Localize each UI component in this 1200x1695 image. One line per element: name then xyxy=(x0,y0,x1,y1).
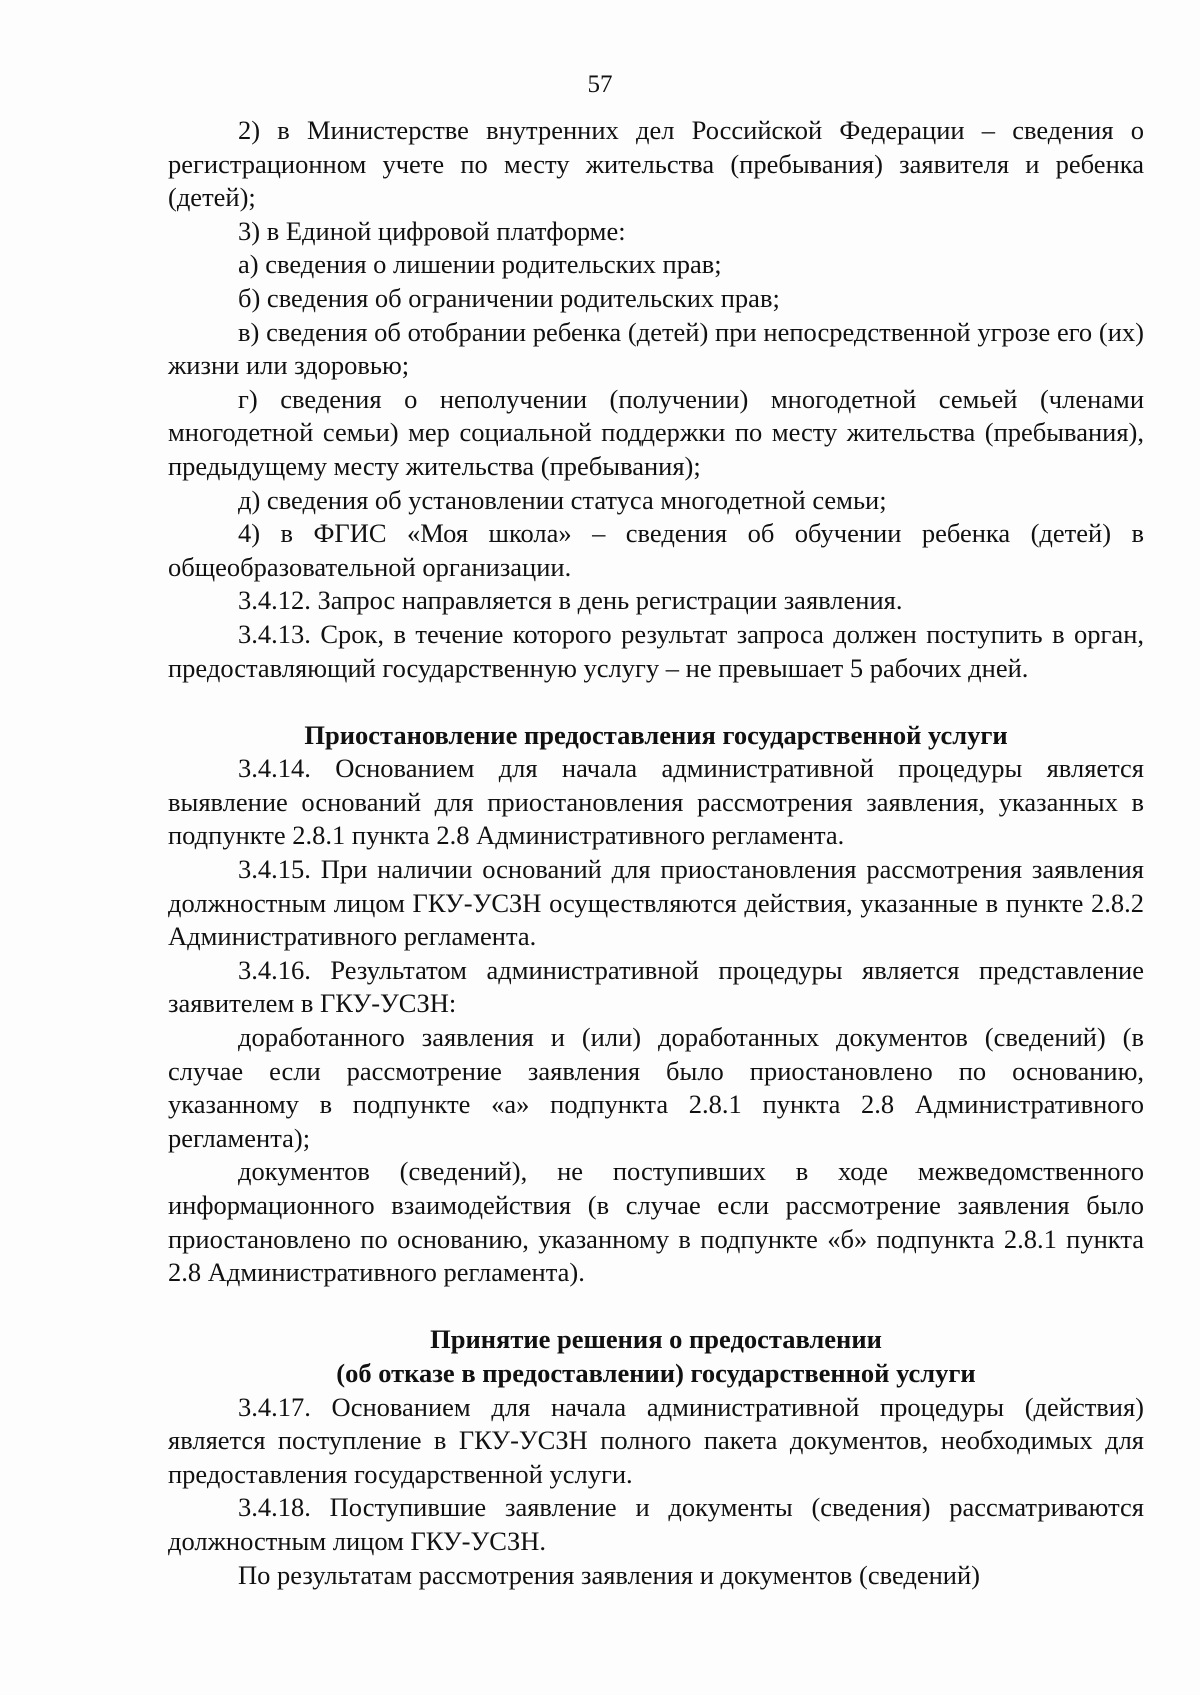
paragraph: г) сведения о неполучении (получении) многодетной семьей (членами многодетной семьи) мер социальной поддержки по месту жительства (пребывания), предыдущему месту жительства (пребывания); xyxy=(168,383,1144,481)
paragraph: документов (сведений), не поступивших в ходе межведомственного информационного взаимодействия (в случае если рассмотрение заявления было приостановлено по основанию, указанному в подпункте «б» подпункта 2.8.1 пункта 2.8 Административного регламента). xyxy=(168,1156,1144,1288)
section-heading: (об отказе в предоставлении) государственной услуги xyxy=(336,1357,976,1388)
paragraph: 3.4.15. При наличии оснований для приостановления рассмотрения заявления должностным лицом ГКУ-УСЗН осуществляются действия, указанные в пункте 2.8.2 Административного регламента. xyxy=(168,854,1144,952)
section-spacer xyxy=(168,685,1144,719)
paragraph: в) сведения об отобрании ребенка (детей) при непосредственной угрозе его (их) жизни или здоровью; xyxy=(168,316,1144,381)
document-body xyxy=(168,114,1144,1592)
paragraph: 3.4.17. Основанием для начала административной процедуры (действия) является поступление в ГКУ-УСЗН полного пакета документов, необходимых для предоставления государственной услуги. xyxy=(168,1391,1144,1489)
paragraph: 2) в Министерстве внутренних дел Российской Федерации – сведения о регистрационном учете по месту жительства (пребывания) заявителя и ребенка (детей); xyxy=(168,115,1144,213)
section-heading: Принятие решения о предоставлении xyxy=(430,1324,882,1355)
section-spacer xyxy=(168,1290,1144,1324)
paragraph: 3.4.13. Срок, в течение которого результат запроса должен поступить в орган, предоставляющий государственную услугу – не превышает 5 рабочих дней. xyxy=(168,618,1144,683)
paragraph: 3.4.14. Основанием для начала административной процедуры является выявление оснований для приостановления рассмотрения заявления, указанных в подпункте 2.8.1 пункта 2.8 Административного регламента. xyxy=(168,753,1144,851)
paragraph: 4) в ФГИС «Моя школа» – сведения об обучении ребенка (детей) в общеобразовательной организации. xyxy=(168,518,1144,582)
paragraph: а) сведения о лишении родительских прав; xyxy=(238,249,722,280)
page-number: 57 xyxy=(587,71,613,98)
paragraph: д) сведения об установлении статуса многодетной семьи; xyxy=(238,484,887,515)
paragraph: 3.4.12. Запрос направляется в день регистрации заявления. xyxy=(238,585,903,616)
paragraph: доработанного заявления и (или) доработанных документов (сведений) (в случае если рассмотрение заявления было приостановлено по основанию, указанному в подпункте «а» подпункта 2.8.1 пункта 2.8 Административного регламента); xyxy=(168,1022,1144,1153)
paragraph: б) сведения об ограничении родительских прав; xyxy=(238,282,780,313)
paragraph: По результатам рассмотрения заявления и документов (сведений) xyxy=(238,1559,980,1590)
paragraph: 3.4.18. Поступившие заявление и документы (сведения) рассматриваются должностным лицом ГКУ-УСЗН. xyxy=(168,1492,1144,1556)
paragraph: 3.4.16. Результатом административной процедуры является представление заявителем в ГКУ-УСЗН: xyxy=(168,954,1144,1019)
paragraph: 3) в Единой цифровой платформе: xyxy=(238,215,626,246)
section-heading: Приостановление предоставления государственной услуги xyxy=(304,719,1008,750)
